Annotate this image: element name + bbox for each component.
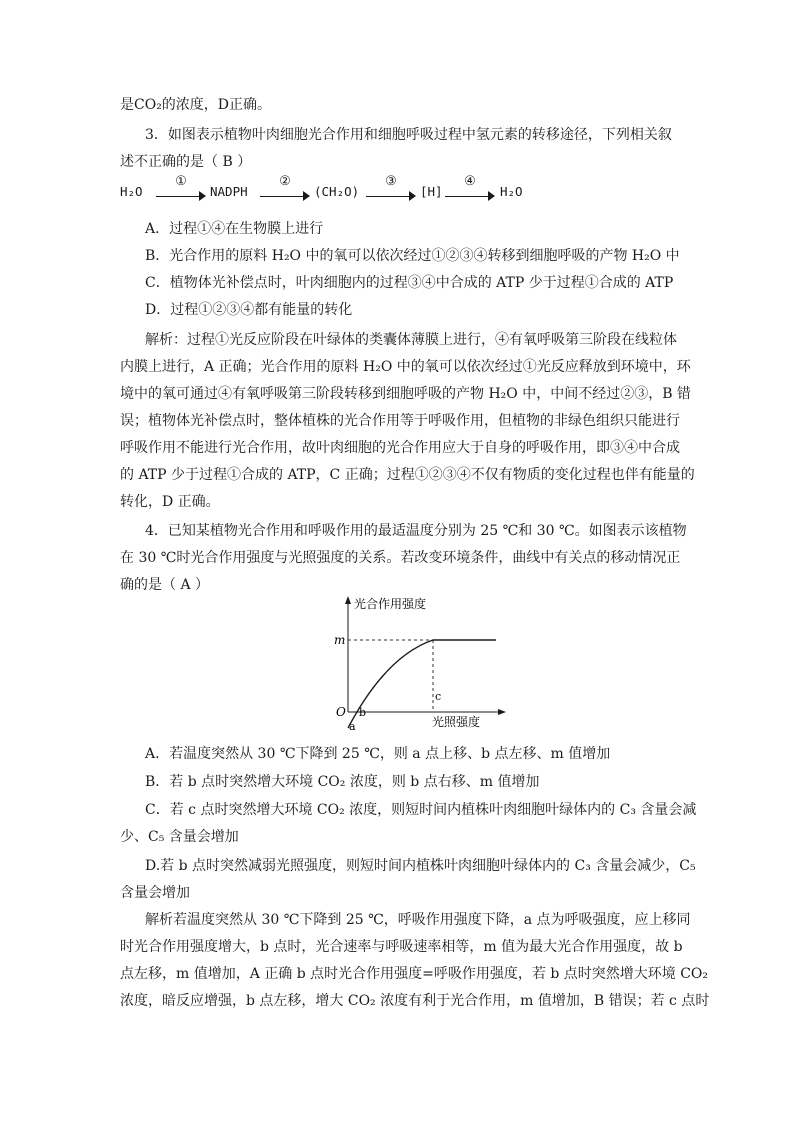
flow-item: [H]: [420, 184, 443, 199]
point-a-label: a: [349, 720, 356, 733]
option-d: D.若 b 点时突然减弱光照强度，则短时间内植株叶肉细胞叶绿体内的 C₃ 含量会减少，C₅: [145, 858, 696, 874]
step-number: ③: [385, 174, 397, 189]
step-number: ②: [279, 174, 291, 189]
explanation-line: 浓度，暗反应增强，b 点左移，增大 CO₂ 浓度有利于光合作用，m 值增加，B 错误；若 c 点时: [120, 993, 710, 1009]
question-3-stem: 3．如图表示植物叶肉细胞光合作用和细胞呼吸过程中氢元素的转移途径，下列相关叙: [145, 127, 672, 143]
question-3-stem: 述不正确的是（ B ）: [120, 154, 252, 170]
m-label: m: [334, 633, 346, 647]
option-c: C．植物体光补偿点时，叶肉细胞内的过程③④中合成的 ATP 少于过程①合成的 ATP: [145, 275, 674, 291]
flow-arrow: [260, 174, 310, 206]
explanation-line: 解析若温度突然从 30 ℃下降到 25 ℃，呼吸作用强度下降，a 点为呼吸强度，应上移同: [145, 912, 691, 928]
explanation-line: 的 ATP 少于过程①合成的 ATP，C 正确；过程①②③④不仅有物质的变化过程也伴有能量的: [120, 467, 695, 483]
explanation-line: 呼吸作用不能进行光合作用，故叶肉细胞的光合作用应大于自身的呼吸作用，即③④中合成: [120, 440, 680, 456]
flow-arrow: [156, 174, 206, 206]
flow-arrow: [445, 174, 495, 206]
flow-item: (CH₂O): [314, 184, 360, 199]
option-d: 含量会增加: [120, 885, 190, 901]
flow-item: H₂O: [500, 184, 523, 199]
x-axis-label: 光照强度: [432, 715, 481, 729]
step-number: ①: [175, 174, 187, 189]
arrow-head-icon: [303, 191, 310, 201]
explanation-line: 点左移，m 值增加，A 正确 b 点时光合作用强度=呼吸作用强度，若 b 点时突然增大环境 CO₂: [120, 966, 708, 982]
arrow-head-icon: [199, 191, 206, 201]
flow-item: NADPH: [210, 184, 248, 199]
origin-label: O: [336, 705, 346, 719]
light-intensity-graph: [328, 596, 508, 736]
question-4-stem: 4．已知某植物光合作用和呼吸作用的最适温度分别为 25 ℃和 30 ℃。如图表示该植物: [145, 523, 687, 539]
explanation-line: 解析：过程①光反应阶段在叶绿体的类囊体薄膜上进行，④有氧呼吸第三阶段在线粒体: [145, 332, 677, 348]
explanation-line: 误；植物体光补偿点时，整体植株的光合作用等于呼吸作用，但植物的非绿色组织只能进行: [120, 413, 680, 429]
explanation-line: 内膜上进行，A 正确；光合作用的原料 H₂O 中的氧可以依次经过①光反应释放到环境中，环: [120, 359, 691, 375]
step-number: ④: [464, 174, 476, 189]
point-c-label: c: [435, 690, 442, 703]
option-c: 少、C₅ 含量会增加: [120, 829, 239, 845]
option-c: C．若 c 点时突然增大环境 CO₂ 浓度，则短时间内植株叶肉细胞叶绿体内的 C₃ 含量会减: [145, 802, 697, 818]
arrow-head-icon: [488, 191, 495, 201]
point-b-label: b: [359, 706, 367, 719]
option-a: A．若温度突然从 30 ℃下降到 25 ℃，则 a 点上移、b 点左移、m 值增加: [145, 746, 611, 762]
y-axis-arrow-icon: [345, 596, 351, 604]
flow-item: H₂O: [120, 184, 143, 199]
question-4-stem: 在 30 ℃时光合作用强度与光照强度的关系。若改变环境条件，曲线中有关点的移动情况正: [120, 550, 681, 566]
explanation-line: 时光合作用强度增大，b 点时，光合速率与呼吸速率相等，m 值为最大光合作用强度，故 b: [120, 939, 683, 955]
option-a: A．过程①④在生物膜上进行: [145, 221, 324, 237]
option-b: B．若 b 点时突然增大环境 CO₂ 浓度，则 b 点右移、m 值增加: [145, 774, 540, 790]
flow-arrow: [366, 174, 416, 206]
explanation-line: 境中的氧可通过④有氧呼吸第三阶段转移到细胞呼吸的产物 H₂O 中，中间不经过②③，B 错: [120, 386, 691, 402]
option-d: D．过程①②③④都有能量的转化: [145, 302, 353, 318]
arrow-head-icon: [409, 191, 416, 201]
explanation-line: 转化，D 正确。: [120, 494, 220, 510]
x-axis-arrow-icon: [498, 709, 506, 715]
y-axis-label: 光合作用强度: [354, 597, 427, 611]
option-b: B．光合作用的原料 H₂O 中的氧可以依次经过①②③④转移到细胞呼吸的产物 H₂O 中: [145, 248, 680, 264]
text-line: 是CO₂的浓度，D正确。: [120, 97, 272, 113]
question-4-stem: 确的是（ A ）: [120, 577, 210, 593]
